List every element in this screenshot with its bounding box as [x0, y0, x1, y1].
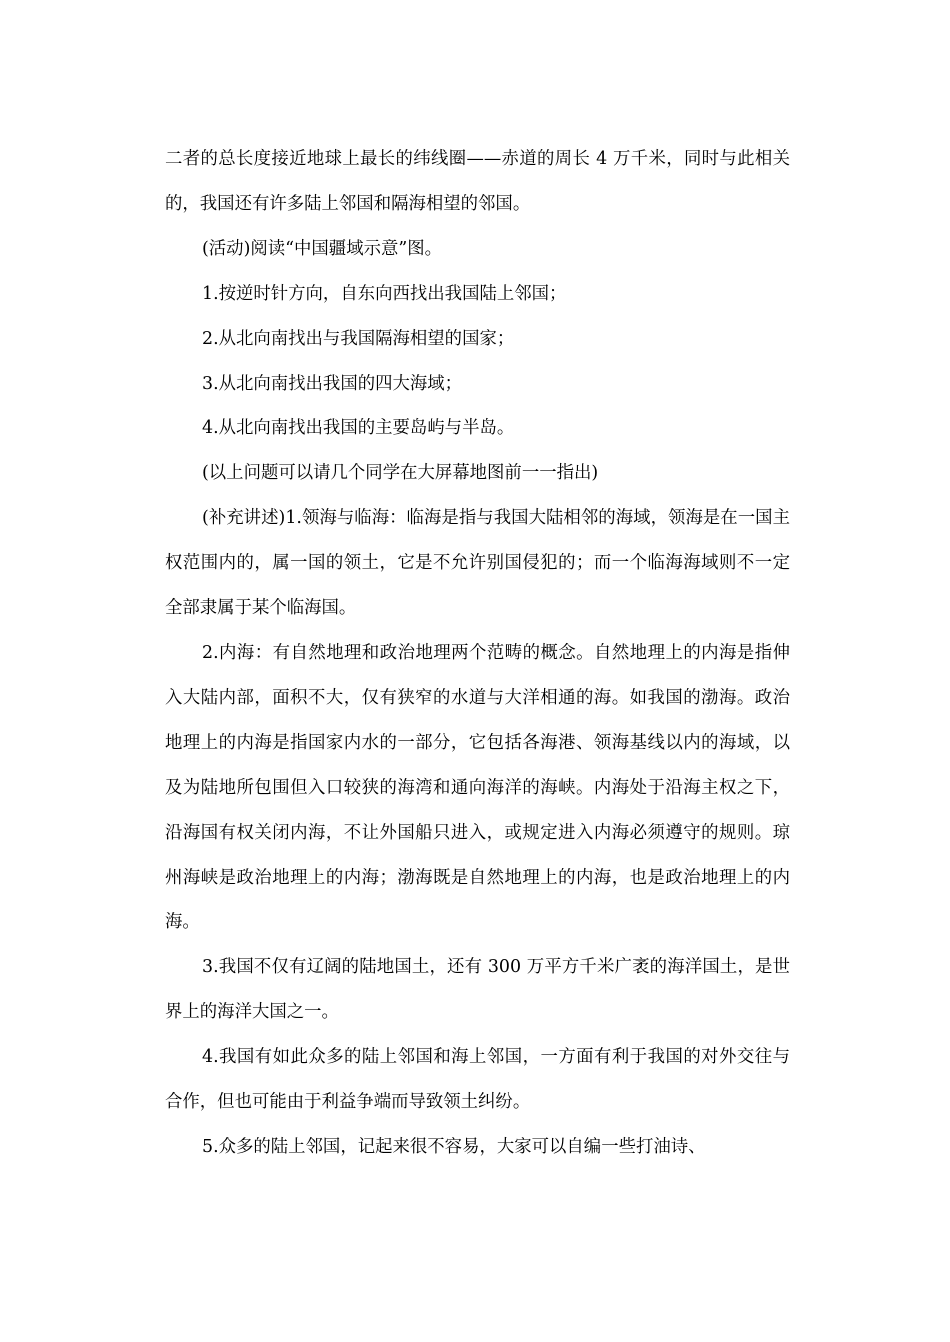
paragraph-supplement-4: 4.我国有如此众多的陆上邻国和海上邻国，一方面有利于我国的对外交往与合作，但也可能由于利益争端而导致领土纠纷。 [165, 1047, 790, 1113]
paragraph-continuation: 二者的总长度接近地球上最长的纬线圈——赤道的周长 4 万千米，同时与此相关的，我国还有许多陆上邻国和隔海相望的邻国。 [165, 149, 790, 214]
paragraph-supplement-1: (补充讲述)1.领海与临海：临海是指与我国大陆相邻的海域，领海是在一国主权范围内的，属一国的领土，它是不允许别国侵犯的；而一个临海海域则不一定全部隶属于某个临海国。 [165, 508, 790, 619]
document-body [165, 137, 790, 1170]
paragraph-task-2: 2.从北向南找出与我国隔海相望的国家； [202, 328, 515, 349]
paragraph-task-1: 1.按逆时针方向，自东向西找出我国陆上邻国； [202, 283, 567, 304]
paragraph-activity: (活动)阅读“中国疆域示意”图。 [202, 238, 443, 259]
paragraph-supplement-3: 3.我国不仅有辽阔的陆地国土，还有 300 万平方千米广袤的海洋国土，是世界上的海洋大国之一。 [165, 957, 790, 1023]
paragraph-note: (以上问题可以请几个同学在大屏幕地图前一一指出) [202, 463, 599, 484]
paragraph-task-4: 4.从北向南找出我国的主要岛屿与半岛。 [202, 418, 515, 439]
paragraph-task-3: 3.从北向南找出我国的四大海域； [202, 373, 463, 394]
paragraph-supplement-5: 5.众多的陆上邻国，记起来很不容易，大家可以自编一些打油诗、 [202, 1136, 706, 1157]
paragraph-supplement-2: 2.内海：有自然地理和政治地理两个范畴的概念。自然地理上的内海是指伸入大陆内部，面积不大，仅有狭窄的水道与大洋相通的海。如我国的渤海。政治地理上的内海是指国家内水的一部分，它包括各海港、领海基线以内的海域，以及为陆地所包围但入口较狭的海湾和通向海洋的海峡。内海处于沿海主权之下，沿海国有权关闭内海，不让外国船只进入，或规定进入内海必须遵守的规则。琼州海峡是政治地理上的内海；渤海既是自然地理上的内海，也是政治地理上的内海。 [165, 642, 790, 933]
